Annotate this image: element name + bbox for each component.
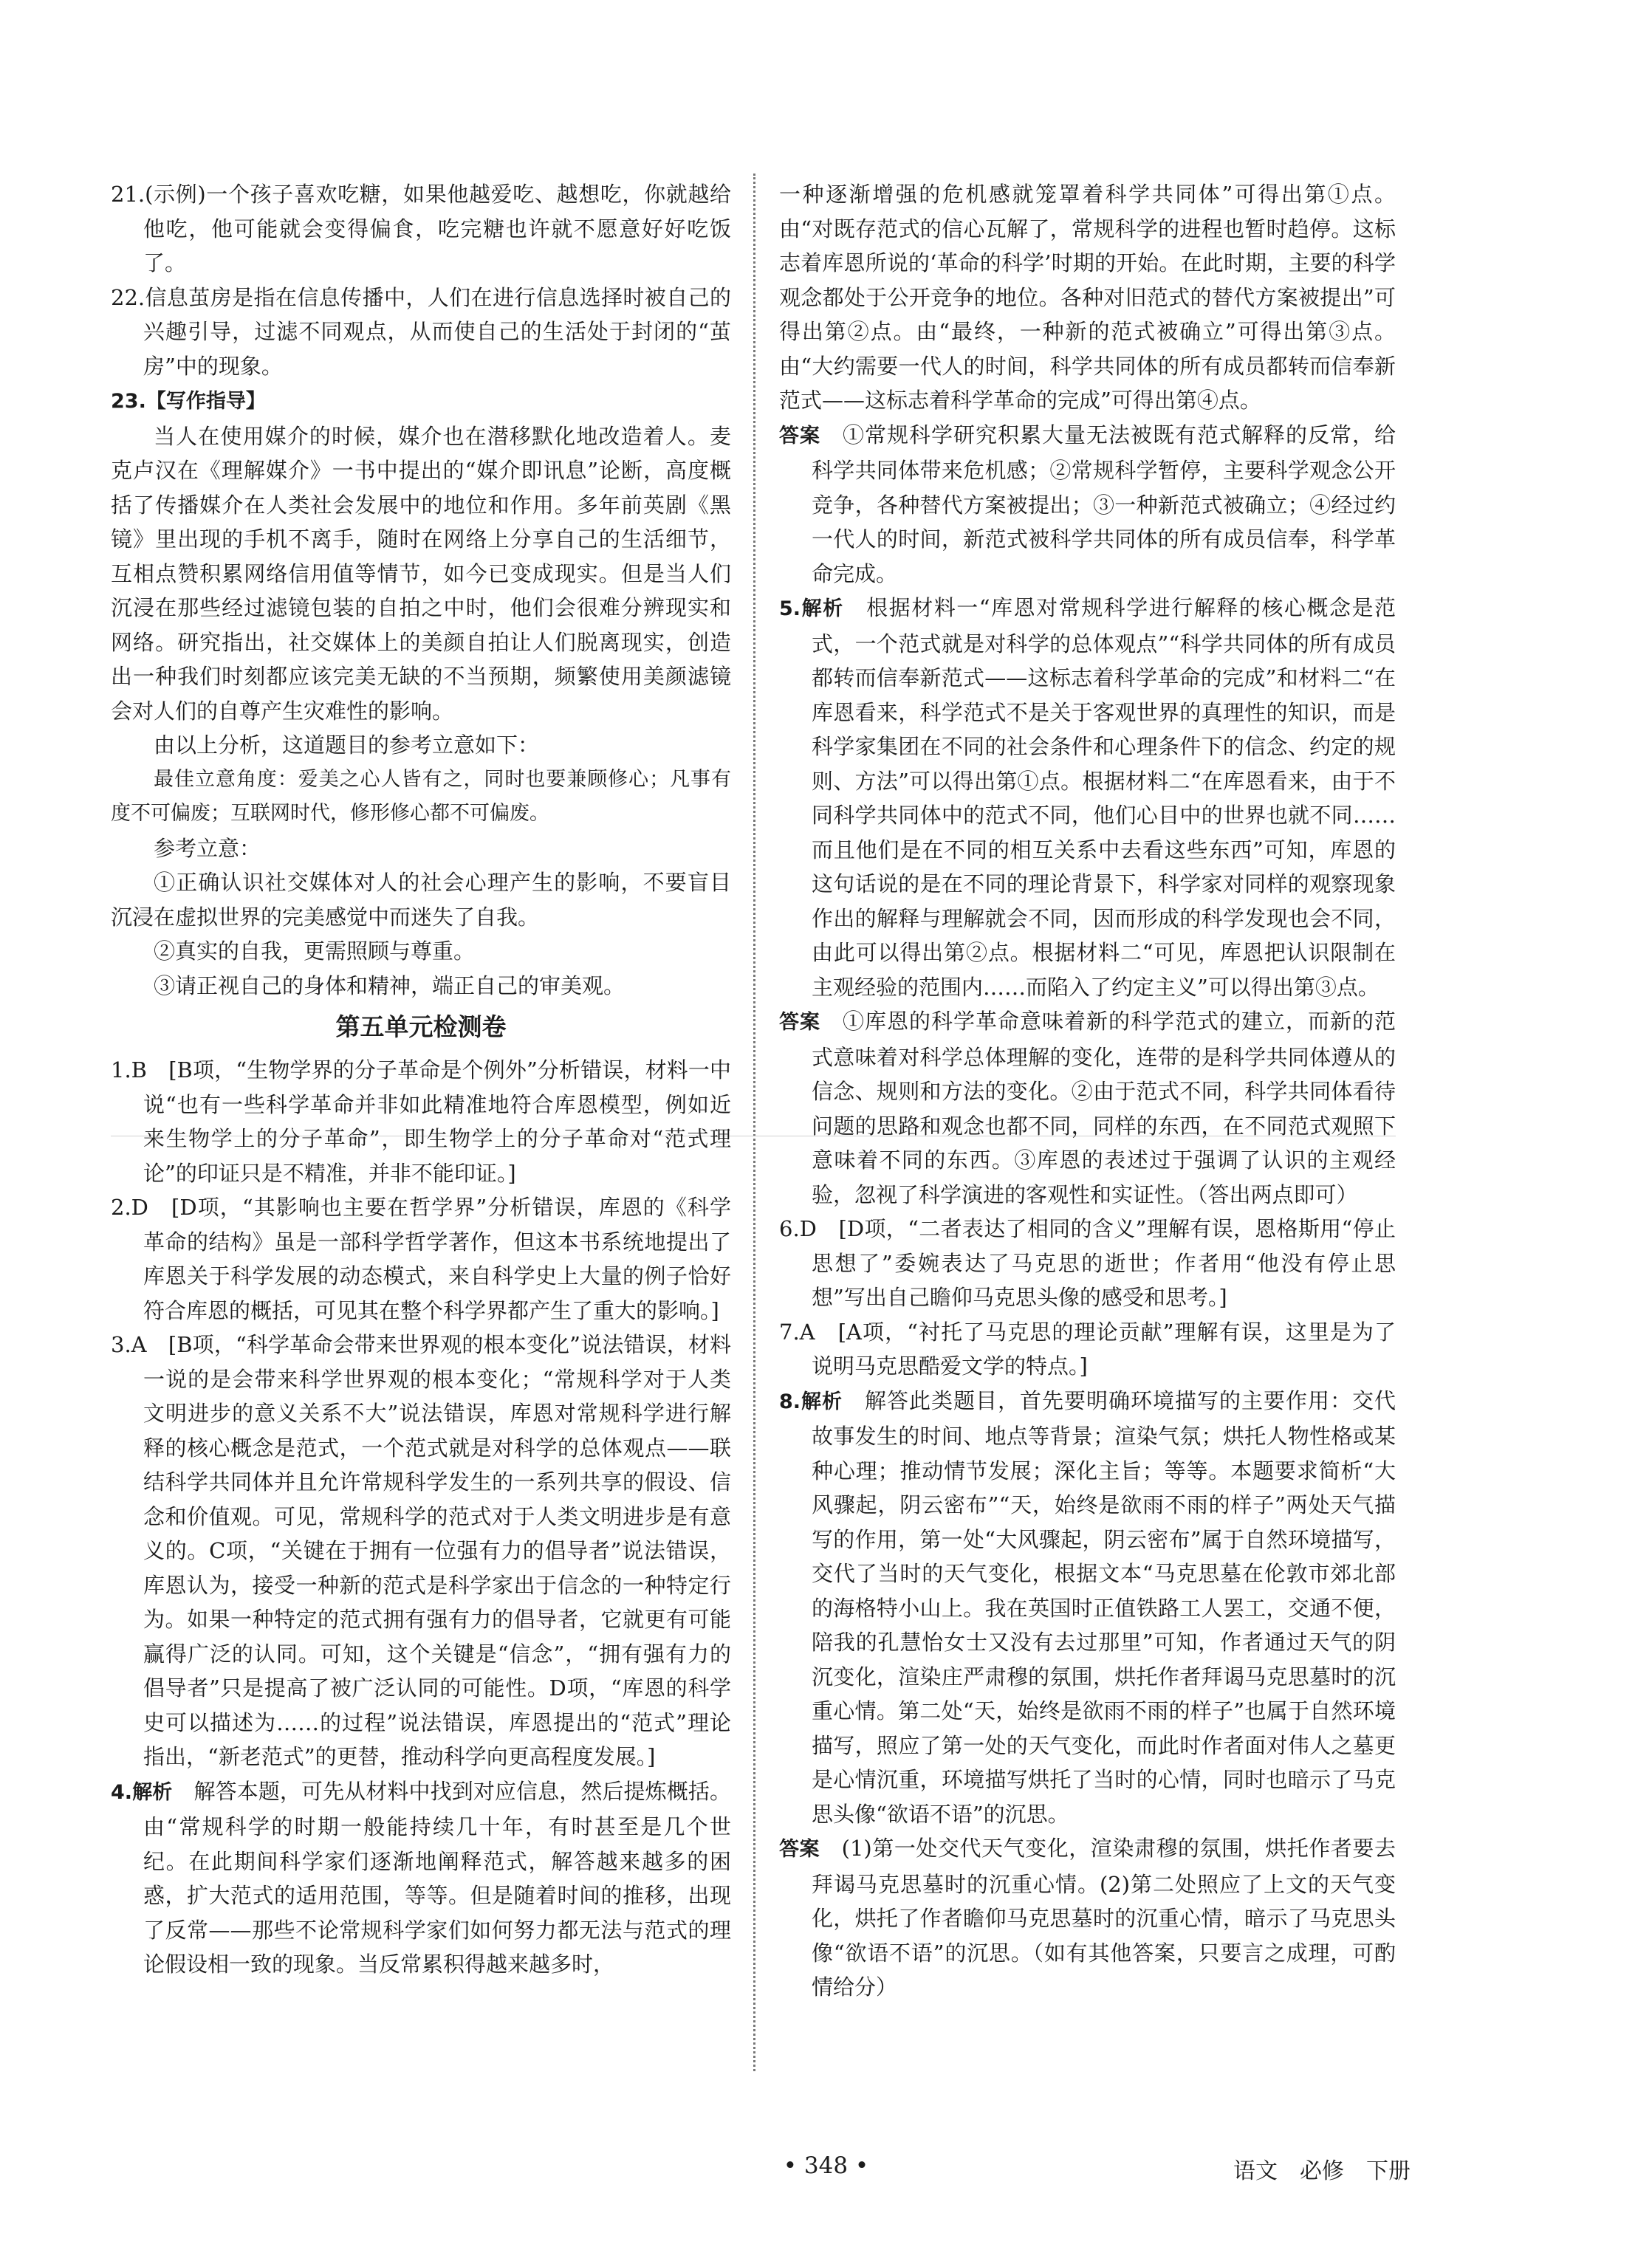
answer-8-text: 解答此类题目，首先要明确环境描写的主要作用：交代故事发生的时间、地点等背景；渲染气氛；烘托人物性格或某种心理；推动情节发展；深化主旨；等等。本题要求简析“大风骤起，阴云密布”“天，始终是欲雨不雨的样子”两处天气描写的作用，第一处“大风骤起，阴云密布”属于自然环境描写，交代了当时的天气变化，根据文本“马克思墓在伦敦市郊北部的海格特小山上。我在英国时正值铁路工人罢工，交通不便，陪我的孔慧怡女士又没有去过那里”可知，作者通过天气的阴沉变化，渲染庄严肃穆的氛围，烘托作者拜谒马克思墓时的沉重心情。第二处“天，始终是欲雨不雨的样子”也属于自然环境描写，照应了第一处的天气变化，而此时作者面对伟人之墓更是心情沉重，环境描写烘托了当时的心情，同时也暗示了马克思头像“欲语不语”的沉思。: [812, 1387, 1396, 1827]
answer-21: 21.(示例)一个孩子喜欢吃糖，如果他越爱吃、越想吃，你就越给他吃，他可能就会变得偏食，吃完糖也许就不愿意好好吃饭了。: [111, 182, 731, 275]
answer-5-key-text: ①库恩的科学革命意味着新的科学范式的建立，而新的范式意味着对科学总体理解的变化，连带的是科学共同体遵从的信念、规则和方法的变化。②由于范式不同，科学共同体看待问题的思路和观念也都不同，同样的东西，在不同范式观照下意味着不同的东西。③库恩的表述过于强调了认识的主观经验，忽视了科学演进的客观性和实证性。（答出两点即可）: [812, 1009, 1396, 1207]
answer-23-label: 23.【写作指导】: [111, 390, 266, 413]
page-number: • 348 •: [783, 2152, 869, 2179]
answer-23-heading: [111, 383, 731, 419]
answer-5-key: [779, 1004, 1396, 1212]
answer-5-text: 根据材料一“库恩对常规科学进行解释的核心概念是范式，一个范式就是对科学的总体观点”“科学共同体的所有成员都转而信奉新范式——这标志着科学革命的完成”和材料二“在库恩看来，科学范式不是关于客观世界的真理性的知识，而是科学家集团在不同的社会条件和心理条件下的信念、约定的规则、方法”可以得出第①点。根据材料二“在库恩看来，由于不同科学共同体中的范式不同，他们心目中的世界也就不同……而且他们是在不同的相互关系中去看这些东西”可知，库恩的这句话说的是在不同的理论背景下，科学家对同样的观察现象作出的解释与理解就会不同，因而形成的科学发现也会不同，由此可以得出第②点。根据材料二“可见，库恩把认识限制在主观经验的范围内……而陷入了约定主义”可以得出第③点。: [812, 595, 1396, 1000]
answer-label: 答案: [779, 1838, 820, 1861]
answer-1: 1.B [B项，“生物学界的分子革命是个例外”分析错误，材料一中说“也有一些科学革命并非如此精准地符合库恩模型，例如近来生物学上的分子革命”，即生物学上的分子革命对“范式理论”的印证只是不精准，并非不能印证。]: [111, 1057, 731, 1186]
answer-4-key-text: ①常规科学研究积累大量无法被既有范式解释的反常，给科学共同体带来危机感；②常规科学暂停，主要科学观念公开竞争，各种替代方案被提出；③一种新范式被确立；④经过约一代人的时间，新范式被科学共同体的所有成员信奉，科学革命完成。: [812, 422, 1396, 586]
answer-2: 2.D [D项，“其影响也主要在哲学界”分析错误，库恩的《科学革命的结构》虽是一部科学哲学著作，但这本书系统地提出了库恩关于科学发展的动态模式，来自科学史上大量的例子恰好符合库恩的概括，可见其在整个科学界都产生了重大的影响。]: [111, 1195, 731, 1323]
answer-3: 3.A [B项，“科学革命会带来世界观的根本变化”说法错误，材料一说的是会带来科学世界观的根本变化；“常规科学对于人类文明进步的意义关系不大”说法错误，库恩对常规科学进行解释的核心概念是范式，一个范式就是对科学的总体观点——联结科学共同体并且允许常规科学发生的一系列共享的假设、信念和价值观。可见，常规科学的范式对于人类文明进步是有意义的。C项，“关键在于拥有一位强有力的倡导者”说法错误，库恩认为，接受一种新的范式是科学家出于信念的一种特定行为。如果一种特定的范式拥有强有力的倡导者，它就更有可能赢得广泛的认同。可知，这个关键是“信念”，“拥有强有力的倡导者”只是提高了被广泛认同的可能性。D项，“库恩的科学史可以描述为……的过程”说法错误，库恩提出的“范式”理论指出，“新老范式”的更替，推动科学向更高程度发展。]: [111, 1332, 731, 1769]
analysis-label: 5.解析: [779, 597, 844, 620]
analysis-label: 8.解析: [779, 1390, 843, 1413]
section-title: 第五单元检测卷: [335, 1012, 507, 1041]
analysis-label: 4.解析: [111, 1780, 173, 1804]
answer-5: [779, 591, 1396, 1004]
reference-theme-label: 参考立意：: [154, 835, 261, 861]
column-divider: [753, 174, 755, 2071]
writing-guide-paragraph: 当人在使用媒介的时候，媒介也在潜移默化地改造着人。麦克卢汉在《理解媒介》一书中提出的“媒介即讯息”论断，高度概括了传播媒介在人类社会发展中的地位和作用。多年前英剧《黑镜》里出现的手机不离手，随时在网络上分享自己的生活细节，互相点赞积累网络信用值等情节，如今已变成现实。但是当人们沉浸在那些经过滤镜包装的自拍之中时，他们会很难分辨现实和网络。研究指出，社交媒体上的美颜自拍让人们脱离现实，创造出一种我们时刻都应该完美无缺的不当预期，频繁使用美颜滤镜会对人们的自尊产生灾难性的影响。: [111, 423, 731, 724]
reference-theme-2: ②真实的自我，更需照顾与尊重。: [154, 939, 476, 964]
writing-guide-summary: 由以上分析，这道题目的参考立意如下：: [154, 732, 540, 758]
answer-7: 7.A [A项，“衬托了马克思的理论贡献”理解有误，这里是为了说明马克思酷爱文学的特点。]: [779, 1319, 1396, 1379]
answer-4: [111, 1774, 731, 1982]
answer-4-key: [779, 418, 1396, 591]
right-column: [779, 177, 1396, 2005]
answer-8: [779, 1384, 1396, 1832]
answer-6: 6.D [D项，“二者表达了相同的含义”理解有误，恩格斯用“停止思想了”委婉表达了马克思的逝世；作者用“他没有停止思想”写出自己瞻仰马克思头像的感受和思考。]: [779, 1216, 1396, 1310]
answer-4-text: 解答本题，可先从材料中找到对应信息，然后提炼概括。由“常规科学的时期一般能持续几十年，有时甚至是几个世纪。在此期间科学家们逐渐地阐释范式，解答越来越多的困惑，扩大范式的适用范围，等等。但是随着时间的推移，出现了反常——那些不论常规科学家们如何努力都无法与范式的理论假设相一致的现象。当反常累积得越来越多时，: [143, 1778, 731, 1977]
reference-theme-1: ①正确认识社交媒体对人的社会心理产生的影响，不要盲目沉浸在虚拟世界的完美感觉中而迷失了自我。: [111, 870, 731, 930]
reference-theme-3: ③请正视自己的身体和精神，端正自己的审美观。: [154, 972, 626, 998]
answer-label: 答案: [779, 1011, 820, 1034]
book-title: 语文 必修 下册: [1233, 2158, 1411, 2184]
left-column: [111, 177, 731, 1982]
answer-4-continued: 一种逐渐增强的危机感就笼罩着科学共同体”可得出第①点。由“对既存范式的信心瓦解了，常规科学的进程也暂时趋停。这标志着库恩所说的‘革命的科学’时期的开始。在此时期，主要的科学观念都处于公开竞争的地位。各种对旧范式的替代方案被提出”可得出第②点。由“最终，一种新的范式被确立”可得出第③点。由“大约需要一代人的时间，科学共同体的所有成员都转而信奉新范式——这标志着科学革命的完成”可得出第④点。: [779, 182, 1396, 413]
best-theme: 最佳立意角度：爱美之心人皆有之，同时也要兼顾修心；凡事有度不可偏废；互联网时代，修形修心都不可偏废。: [111, 767, 731, 825]
answer-label: 答案: [779, 424, 820, 447]
answer-22: 22.信息茧房是指在信息传播中，人们在进行信息选择时被自己的兴趣引导，过滤不同观点，从而使自己的生活处于封闭的“茧房”中的现象。: [111, 284, 731, 379]
answer-8-key-text: (1)第一处交代天气变化，渲染肃穆的氛围，烘托作者要去拜谒马克思墓时的沉重心情。(2)第二处照应了上文的天气变化，烘托了作者瞻仰马克思墓时的沉重心情，暗示了马克思头像“欲语不语”的沉思。（如有其他答案，只要言之成理，可酌情给分）: [812, 1836, 1396, 2000]
answer-8-key: [779, 1831, 1396, 2005]
